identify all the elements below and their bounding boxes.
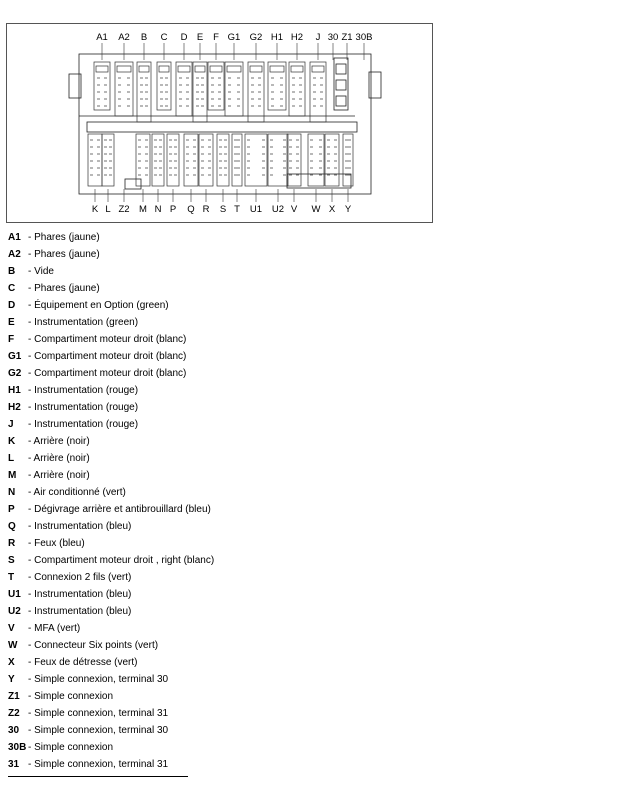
bottom-label-l: L bbox=[105, 204, 111, 215]
legend-description: - Simple connexion, terminal 31 bbox=[28, 759, 169, 770]
fuse-box-diagram bbox=[6, 23, 433, 223]
legend-code: L bbox=[8, 453, 15, 464]
legend-code: F bbox=[8, 334, 15, 345]
legend-code: V bbox=[8, 623, 15, 634]
legend-code: W bbox=[8, 640, 18, 651]
connector-g2 bbox=[248, 62, 264, 122]
legend-row-e bbox=[8, 314, 308, 331]
bottom-label-x: X bbox=[328, 204, 336, 215]
legend-description: - Connexion 2 fils (vert) bbox=[28, 572, 132, 583]
legend-code: 30 bbox=[8, 725, 20, 736]
connector-s bbox=[217, 134, 229, 186]
legend-code: H1 bbox=[8, 385, 21, 396]
legend-description: - Compartiment moteur droit , right (blanc) bbox=[28, 555, 215, 566]
legend-row-r bbox=[8, 535, 308, 552]
legend-code: D bbox=[8, 300, 16, 311]
legend-code: X bbox=[8, 657, 15, 668]
top-label-30b: 30B bbox=[355, 32, 373, 43]
legend-description: - Connecteur Six points (vert) bbox=[28, 640, 159, 651]
legend-description: - Vide bbox=[28, 266, 54, 277]
connector-d bbox=[176, 62, 192, 116]
bottom-label-t: T bbox=[234, 204, 240, 215]
legend-row-z2 bbox=[8, 705, 308, 722]
legend-code: 31 bbox=[8, 759, 20, 770]
bottom-label-u1: U1 bbox=[249, 204, 263, 215]
bottom-label-u2: U2 bbox=[271, 204, 285, 215]
top-label-g2: G2 bbox=[249, 32, 263, 43]
top-label-e: E bbox=[196, 32, 204, 43]
legend-row-s bbox=[8, 552, 308, 569]
legend-code: S bbox=[8, 555, 15, 566]
legend-description: - Compartiment moteur droit (blanc) bbox=[28, 351, 187, 362]
legend-description: - Air conditionné (vert) bbox=[28, 487, 126, 498]
housing-middle-rail bbox=[87, 122, 357, 132]
top-label-b: B bbox=[140, 32, 148, 43]
legend-description: - Phares (jaune) bbox=[28, 249, 100, 260]
bottom-label-w: W bbox=[311, 204, 321, 215]
legend-row-y bbox=[8, 671, 308, 688]
legend-row-t bbox=[8, 569, 308, 586]
legend-row-p bbox=[8, 501, 308, 518]
legend-description: - Phares (jaune) bbox=[28, 232, 100, 243]
connector-a1 bbox=[94, 62, 110, 110]
legend-description: - MFA (vert) bbox=[28, 623, 81, 634]
top-label-30: 30 bbox=[327, 32, 339, 43]
connector-n bbox=[152, 134, 164, 186]
legend-row-q bbox=[8, 518, 308, 535]
legend-description: - Simple connexion bbox=[28, 691, 114, 702]
legend-description: - Arrière (noir) bbox=[28, 470, 90, 481]
legend-code: A1 bbox=[8, 232, 21, 243]
legend-code: A2 bbox=[8, 249, 21, 260]
legend-row-l bbox=[8, 450, 308, 467]
top-label-f: F bbox=[213, 32, 219, 43]
connector-f bbox=[208, 62, 224, 110]
connector-diagram-svg bbox=[7, 24, 432, 222]
connector-c bbox=[157, 62, 171, 110]
connector-g1 bbox=[225, 62, 243, 116]
legend-description: - Instrumentation (bleu) bbox=[28, 521, 132, 532]
legend-code: B bbox=[8, 266, 16, 277]
legend-code: 30B bbox=[8, 742, 27, 753]
legend-code: Z2 bbox=[8, 708, 20, 719]
legend-description: - Feux (bleu) bbox=[28, 538, 85, 549]
connector-u1 bbox=[245, 134, 267, 186]
connector-t bbox=[232, 134, 242, 186]
legend-row-30 bbox=[8, 722, 308, 739]
top-label-c: C bbox=[160, 32, 168, 43]
connector-q bbox=[184, 134, 198, 186]
legend-row-g2 bbox=[8, 365, 308, 382]
bottom-label-q: Q bbox=[187, 204, 195, 215]
bottom-label-s: S bbox=[219, 204, 227, 215]
legend-row-b bbox=[8, 263, 308, 280]
bottom-label-r: R bbox=[202, 204, 210, 215]
connector-k bbox=[88, 134, 102, 186]
bottom-label-m: M bbox=[139, 204, 147, 215]
connector-p bbox=[167, 134, 179, 186]
connector-legend bbox=[8, 229, 308, 773]
legend-description: - Instrumentation (bleu) bbox=[28, 589, 132, 600]
legend-row-c bbox=[8, 280, 308, 297]
legend-row-f bbox=[8, 331, 308, 348]
bottom-label-z2: Z2 bbox=[118, 204, 130, 215]
legend-row-n bbox=[8, 484, 308, 501]
legend-code: R bbox=[8, 538, 16, 549]
connector-y bbox=[343, 134, 353, 186]
legend-code: Q bbox=[8, 521, 16, 532]
connector-j bbox=[310, 62, 326, 122]
legend-row-u1 bbox=[8, 586, 308, 603]
legend-code: K bbox=[8, 436, 16, 447]
legend-row-x bbox=[8, 654, 308, 671]
legend-description: - Instrumentation (rouge) bbox=[28, 402, 139, 413]
bottom-label-y: Y bbox=[344, 204, 352, 215]
top-label-h1: H1 bbox=[270, 32, 284, 43]
legend-code: P bbox=[8, 504, 15, 515]
legend-description: - Compartiment moteur droit (blanc) bbox=[28, 368, 187, 379]
connector-a2 bbox=[115, 62, 133, 116]
legend-description: - Arrière (noir) bbox=[28, 453, 90, 464]
legend-row-d bbox=[8, 297, 308, 314]
connector-h1 bbox=[268, 62, 286, 110]
legend-code: U1 bbox=[8, 589, 21, 600]
legend-code: M bbox=[8, 470, 17, 481]
legend-description: - Instrumentation (rouge) bbox=[28, 385, 139, 396]
connector-r bbox=[199, 134, 213, 186]
legend-underline bbox=[8, 776, 188, 777]
connector-w bbox=[308, 134, 324, 186]
connector-h2 bbox=[289, 62, 305, 116]
legend-row-u2 bbox=[8, 603, 308, 620]
legend-description: - Simple connexion, terminal 30 bbox=[28, 725, 169, 736]
legend-code: U2 bbox=[8, 606, 21, 617]
legend-row-g1 bbox=[8, 348, 308, 365]
legend-row-30b bbox=[8, 739, 308, 756]
legend-row-v bbox=[8, 620, 308, 637]
legend-description: - Compartiment moteur droit (blanc) bbox=[28, 334, 187, 345]
bottom-label-v: V bbox=[290, 204, 298, 215]
legend-description: - Équipement en Option (green) bbox=[28, 300, 169, 311]
legend-code: Z1 bbox=[8, 691, 20, 702]
connector-b bbox=[137, 62, 151, 122]
legend-row-h2 bbox=[8, 399, 308, 416]
top-label-a2: A2 bbox=[118, 32, 130, 43]
connector-x bbox=[325, 134, 339, 186]
legend-description: - Feux de détresse (vert) bbox=[28, 657, 138, 668]
legend-row-m bbox=[8, 467, 308, 484]
legend-description: - Simple connexion, terminal 30 bbox=[28, 674, 169, 685]
bottom-label-k: K bbox=[91, 204, 99, 215]
legend-row-31 bbox=[8, 756, 308, 773]
legend-row-a1 bbox=[8, 229, 308, 246]
legend-code: G2 bbox=[8, 368, 22, 379]
legend-description: - Dégivrage arrière et antibrouillard (bleu) bbox=[28, 504, 211, 515]
legend-description: - Simple connexion, terminal 31 bbox=[28, 708, 169, 719]
legend-code: C bbox=[8, 283, 16, 294]
top-label-a1: A1 bbox=[96, 32, 108, 43]
legend-description: - Phares (jaune) bbox=[28, 283, 100, 294]
bottom-label-n: N bbox=[154, 204, 162, 215]
legend-row-j bbox=[8, 416, 308, 433]
connector-m bbox=[136, 134, 150, 186]
legend-code: E bbox=[8, 317, 15, 328]
legend-code: Y bbox=[8, 674, 15, 685]
legend-row-h1 bbox=[8, 382, 308, 399]
legend-code: G1 bbox=[8, 351, 22, 362]
connector-u2 bbox=[268, 134, 288, 186]
legend-code: T bbox=[8, 572, 15, 583]
top-label-g1: G1 bbox=[227, 32, 241, 43]
legend-code: N bbox=[8, 487, 16, 498]
legend-row-z1 bbox=[8, 688, 308, 705]
connector-v bbox=[287, 134, 301, 186]
legend-description: - Instrumentation (green) bbox=[28, 317, 139, 328]
bottom-label-p: P bbox=[169, 204, 177, 215]
top-label-h2: H2 bbox=[290, 32, 304, 43]
legend-description: - Instrumentation (rouge) bbox=[28, 419, 139, 430]
legend-row-w bbox=[8, 637, 308, 654]
legend-code: J bbox=[8, 419, 14, 430]
legend-code: H2 bbox=[8, 402, 21, 413]
legend-description: - Arrière (noir) bbox=[28, 436, 90, 447]
connector-e bbox=[193, 62, 207, 122]
legend-row-k bbox=[8, 433, 308, 450]
legend-description: - Instrumentation (bleu) bbox=[28, 606, 132, 617]
top-label-d: D bbox=[180, 32, 188, 43]
top-label-z1: Z1 bbox=[341, 32, 353, 43]
top-label-j: J bbox=[315, 32, 321, 43]
legend-row-a2 bbox=[8, 246, 308, 263]
connector-l bbox=[102, 134, 114, 186]
legend-description: - Simple connexion bbox=[28, 742, 114, 753]
